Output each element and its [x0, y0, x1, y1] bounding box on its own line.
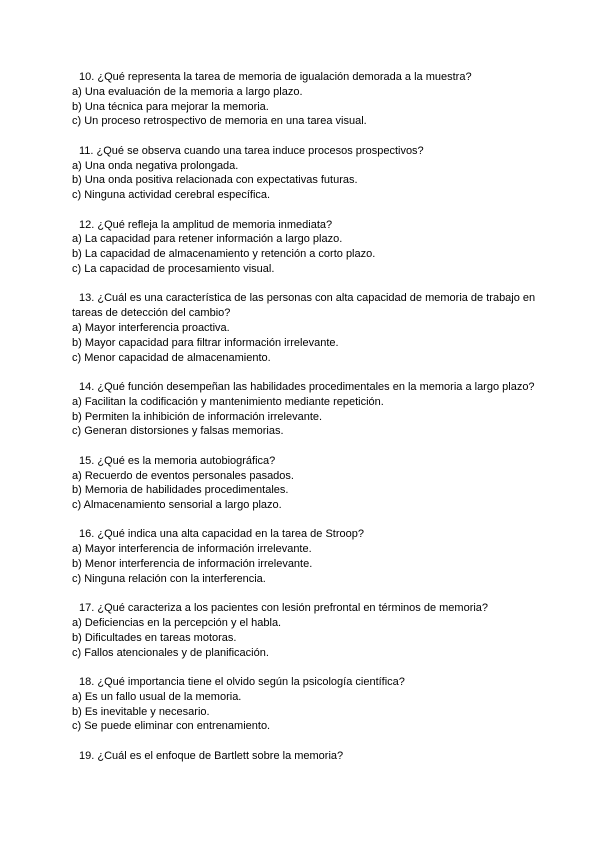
question-item	[72, 144, 542, 203]
question-item	[72, 70, 542, 129]
question-item	[72, 291, 542, 365]
question-stem: 18. ¿Qué importancia tiene el olvido según la psicología científica?	[79, 676, 405, 689]
answer-option: c) Menor capacidad de almacenamiento.	[72, 351, 271, 364]
answer-option: b) Menor interferencia de información irrelevante.	[72, 558, 313, 571]
question-item	[72, 527, 542, 586]
answer-option: a) Mayor interferencia de información irrelevante.	[72, 543, 312, 556]
answer-option: c) Almacenamiento sensorial a largo plazo.	[72, 499, 282, 512]
question-stem: 12. ¿Qué refleja la amplitud de memoria inmediata?	[79, 218, 333, 231]
answer-option: b) Memoria de habilidades procedimentales.	[72, 484, 289, 497]
answer-option: c) Un proceso retrospectivo de memoria en una tarea visual.	[72, 115, 367, 128]
answer-option: b) Dificultades en tareas motoras.	[72, 631, 237, 644]
answer-option: a) Una onda negativa prolongada.	[72, 159, 239, 172]
question-stem: 17. ¿Qué caracteriza a los pacientes con lesión prefrontal en términos de memoria?	[79, 602, 489, 615]
answer-option: c) Fallos atencionales y de planificación.	[72, 646, 269, 659]
answer-option: a) La capacidad para retener información a largo plazo.	[72, 233, 343, 246]
answer-option: b) La capacidad de almacenamiento y retención a corto plazo.	[72, 248, 376, 261]
answer-option: c) La capacidad de procesamiento visual.	[72, 262, 275, 275]
question-item	[72, 675, 542, 734]
question-item	[72, 380, 542, 439]
answer-option: b) Permiten la inhibición de información irrelevante.	[72, 410, 323, 423]
answer-option: a) Una evaluación de la memoria a largo plazo.	[72, 85, 303, 98]
answer-option: b) Una técnica para mejorar la memoria.	[72, 100, 269, 113]
question-item	[72, 749, 542, 764]
question-list	[72, 70, 542, 778]
question-item	[72, 601, 542, 660]
answer-option: b) Mayor capacidad para filtrar información irrelevante.	[72, 336, 339, 349]
question-item	[72, 218, 542, 277]
question-stem: 19. ¿Cuál es el enfoque de Bartlett sobre la memoria?	[79, 749, 344, 762]
question-stem: 10. ¿Qué representa la tarea de memoria de igualación demorada a la muestra?	[79, 71, 472, 83]
answer-option: c) Se puede eliminar con entrenamiento.	[72, 720, 271, 733]
answer-option: a) Recuerdo de eventos personales pasados.	[72, 469, 294, 482]
answer-option: b) Es inevitable y necesario.	[72, 705, 210, 718]
question-stem: 15. ¿Qué es la memoria autobiográfica?	[79, 454, 276, 467]
question-stem: 16. ¿Qué indica una alta capacidad en la tarea de Stroop?	[79, 528, 364, 541]
answer-option: a) Facilitan la codificación y mantenimiento mediante repetición.	[72, 395, 384, 408]
question-stem: 13. ¿Cuál es una característica de las personas con alta capacidad de memoria de trabajo en tareas de detección del cambio?	[72, 292, 536, 320]
answer-option: a) Es un fallo usual de la memoria.	[72, 690, 242, 703]
question-stem: 11. ¿Qué se observa cuando una tarea induce procesos prospectivos?	[79, 144, 424, 157]
answer-option: a) Mayor interferencia proactiva.	[72, 321, 230, 334]
question-stem: 14. ¿Qué función desempeñan las habilidades procedimentales en la memoria a largo plazo?	[79, 380, 535, 393]
answer-option: c) Generan distorsiones y falsas memorias.	[72, 425, 284, 438]
question-item	[72, 454, 542, 513]
answer-option: c) Ninguna actividad cerebral específica.	[72, 189, 271, 202]
answer-option: a) Deficiencias en la percepción y el habla.	[72, 617, 282, 630]
answer-option: b) Una onda positiva relacionada con expectativas futuras.	[72, 174, 358, 187]
answer-option: c) Ninguna relación con la interferencia.	[72, 572, 266, 585]
